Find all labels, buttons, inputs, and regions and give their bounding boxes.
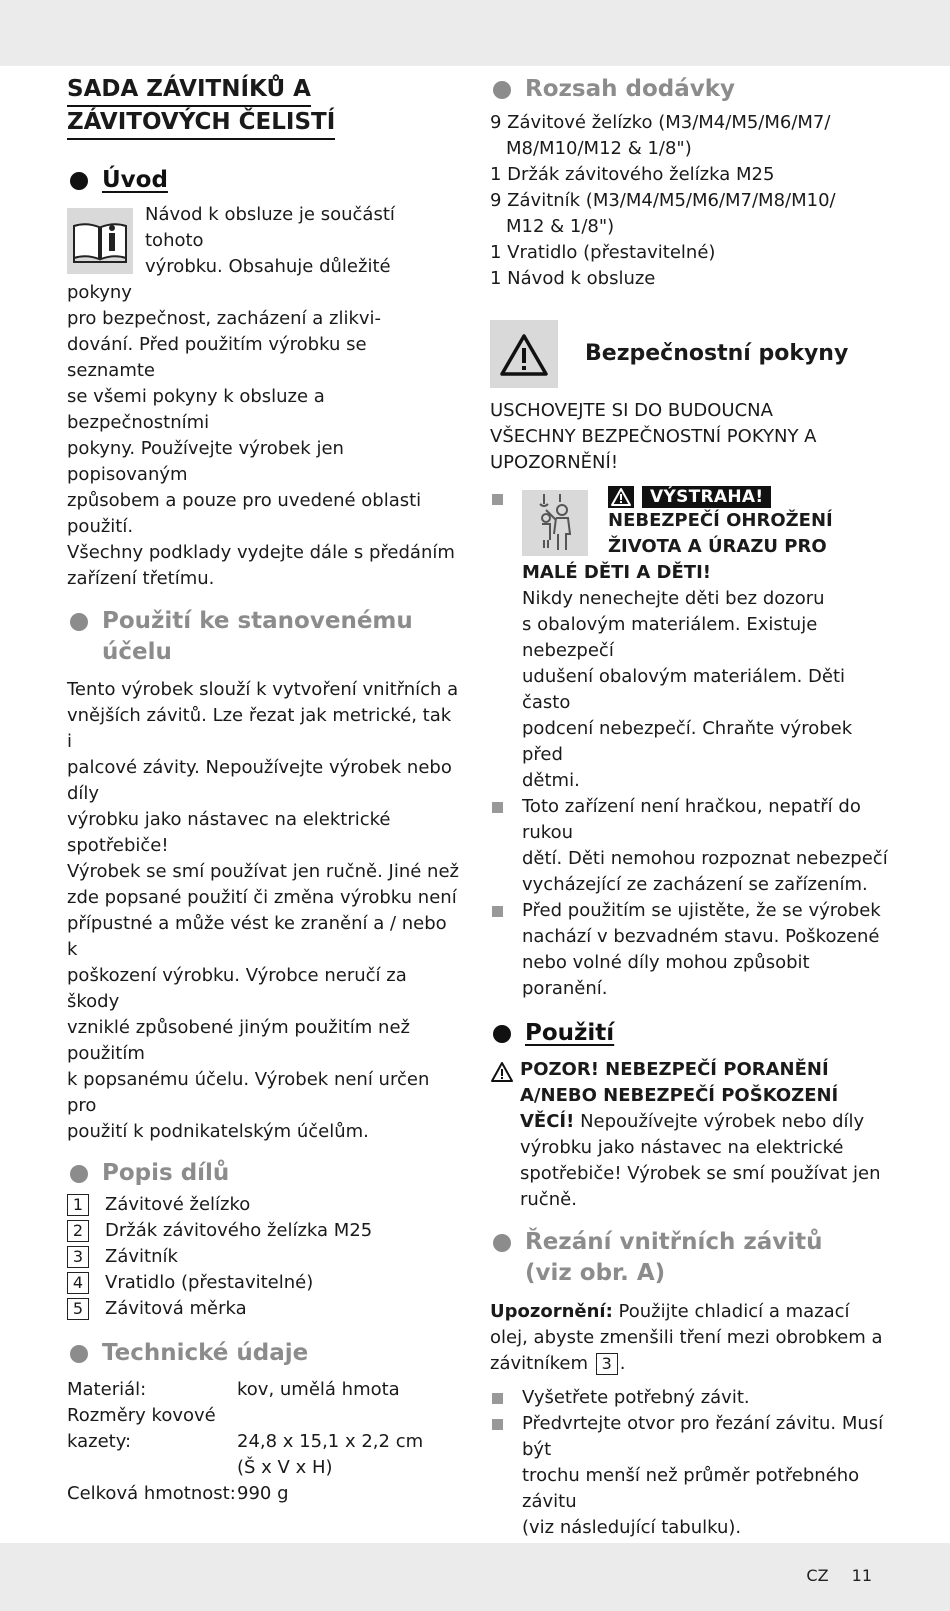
parts-heading-text: Popis dílů bbox=[102, 1160, 230, 1186]
right-column bbox=[490, 74, 890, 1541]
cutting-heading bbox=[490, 1227, 890, 1289]
check-condition-item bbox=[490, 898, 890, 1002]
note-line-1 bbox=[490, 1299, 890, 1325]
tech-row-dims bbox=[67, 1403, 423, 1481]
caution-line-3 bbox=[520, 1109, 880, 1135]
parts-heading bbox=[67, 1158, 459, 1189]
text-line: UPOZORNĚNÍ! bbox=[490, 452, 619, 473]
list-bullet-icon bbox=[492, 1419, 503, 1430]
section-bullet-icon bbox=[70, 1165, 88, 1183]
safety-keep-notice bbox=[490, 398, 890, 476]
intro-heading-text: Úvod bbox=[102, 167, 168, 193]
warning-label bbox=[608, 486, 890, 508]
text-line: USCHOVEJTE SI DO BUDOUCNA bbox=[490, 400, 773, 421]
title-line-1: SADA ZÁVITNÍKŮ A bbox=[67, 74, 311, 107]
safety-heading-text: Bezpečnostní pokyny bbox=[585, 341, 849, 366]
part-number-badge: 5 bbox=[67, 1298, 89, 1320]
text-line: zařízení třetímu. bbox=[67, 568, 215, 589]
caution-rest bbox=[520, 1135, 880, 1213]
text-line: Toto zařízení není hračkou, nepatří do rukou bbox=[522, 796, 861, 843]
usage-heading-text: Použití bbox=[525, 1020, 615, 1046]
text-line: podcení nebezpečí. Chraňte výrobek před bbox=[522, 718, 853, 765]
caution-tail: Nepoužívejte výrobek nebo díly bbox=[574, 1111, 865, 1132]
intro-heading bbox=[67, 165, 459, 196]
page-number: 11 bbox=[851, 1566, 872, 1585]
list-item bbox=[67, 1270, 459, 1296]
text-line: udušení obalovým materiálem. Děti často bbox=[522, 666, 846, 713]
part-label: Závitník bbox=[105, 1246, 178, 1267]
tech-row-material bbox=[67, 1377, 423, 1403]
section-bullet-icon bbox=[70, 613, 88, 631]
text-line: výrobku. Obsahuje důležité pokyny bbox=[67, 256, 391, 303]
text-line: výrobku jako nástavec na elektrické bbox=[520, 1137, 844, 1158]
text-line: přípustné a může vést ke zranění a / nebo k bbox=[67, 913, 447, 960]
text-line: Všechny podklady vydejte dále s předáním bbox=[67, 542, 455, 563]
tech-value: 990 g bbox=[237, 1483, 289, 1504]
warning-label-text: VÝSTRAHA! bbox=[642, 486, 771, 508]
scope-list bbox=[490, 110, 890, 292]
text-line: NEBEZPEČÍ OHROŽENÍ bbox=[608, 510, 833, 531]
list-item-continuation: M8/M10/M12 & 1/8") bbox=[506, 138, 692, 159]
part-label: Závitové želízko bbox=[105, 1194, 251, 1215]
part-label: Vratidlo (přestavitelné) bbox=[105, 1272, 314, 1293]
text-line: Návod k obsluze je součástí tohoto bbox=[145, 204, 395, 251]
text-line: pokyny. Používejte výrobek jen popisovaným bbox=[67, 438, 344, 485]
cutting-heading-line-2: (viz obr. A) bbox=[525, 1260, 666, 1286]
section-bullet-icon bbox=[70, 1345, 88, 1363]
list-item: 1 Držák závitového želízka M25 bbox=[490, 164, 775, 185]
text-line: VŠECHNY BEZPEČNOSTNÍ POKYNY A bbox=[490, 426, 817, 447]
toy-warning-text bbox=[522, 794, 890, 898]
list-item: 9 Závitové želízko (M3/M4/M5/M6/M7/ bbox=[490, 112, 831, 133]
text-line: dování. Před použitím výrobku se seznamte bbox=[67, 334, 367, 381]
text-line: dětmi. bbox=[522, 770, 580, 791]
list-item: 1 Vratidlo (přestavitelné) bbox=[490, 242, 716, 263]
part-number-badge: 3 bbox=[596, 1353, 618, 1375]
tech-table bbox=[67, 1377, 423, 1507]
text-line: způsobem a pouze pro uvedené oblasti použití. bbox=[67, 490, 422, 537]
list-item: 9 Závitník (M3/M4/M5/M6/M7/M8/M10/ bbox=[490, 190, 836, 211]
list-item bbox=[67, 1244, 459, 1270]
text-line: zde popsané použití či změna výrobku není bbox=[67, 887, 457, 908]
caution-bold-line-2: A/NEBO NEBEZPEČÍ POŠKOZENÍ bbox=[520, 1085, 839, 1106]
child-warning-block bbox=[490, 486, 890, 794]
text-line: s obalovým materiálem. Existuje nebezpečí bbox=[522, 614, 818, 661]
usage-heading bbox=[490, 1018, 890, 1049]
intro-block bbox=[67, 202, 459, 592]
tech-value-line-2: (Š x V x H) bbox=[237, 1457, 333, 1478]
intended-use-heading-text bbox=[102, 606, 413, 668]
list-item bbox=[67, 1192, 459, 1218]
note-text-3: závitníkem bbox=[490, 1353, 594, 1374]
text-line: se všemi pokyny k obsluze a bezpečnostními bbox=[67, 386, 325, 433]
intended-use-heading-line-1: Použití ke stanovenému bbox=[102, 608, 413, 634]
text-line: MALÉ DĚTI A DĚTI! bbox=[522, 562, 711, 583]
caution-text bbox=[520, 1057, 880, 1213]
list-bullet-icon bbox=[492, 906, 503, 917]
tech-value-line-1: 24,8 x 15,1 x 2,2 cm bbox=[237, 1431, 424, 1452]
top-band bbox=[0, 0, 950, 66]
list-bullet-icon bbox=[492, 494, 503, 505]
step-2-item bbox=[490, 1411, 890, 1541]
cutting-heading-line-1: Řezání vnitřních závitů bbox=[525, 1229, 823, 1255]
safety-heading bbox=[490, 320, 890, 388]
part-label: Závitová měrka bbox=[105, 1298, 247, 1319]
note-line-3 bbox=[490, 1351, 890, 1377]
text-line: pro bezpečnost, zacházení a zlikvi- bbox=[67, 308, 382, 329]
title-line-2: ZÁVITOVÝCH ČELISTÍ bbox=[67, 107, 335, 140]
text-line: poškození výrobku. Výrobce neručí za škody bbox=[67, 965, 407, 1012]
tech-heading-text: Technické údaje bbox=[102, 1340, 309, 1366]
text-line: dětí. Děti nemohou rozpoznat nebezpečí bbox=[522, 848, 888, 869]
info-book-icon bbox=[67, 208, 133, 274]
tech-key: Materiál: bbox=[67, 1379, 147, 1400]
tech-key: Celková hmotnost: bbox=[67, 1483, 236, 1504]
intended-use-heading bbox=[67, 606, 459, 668]
text-line: Tento výrobek slouží k vytvoření vnitřních a bbox=[67, 679, 459, 700]
intended-use-text bbox=[67, 677, 459, 1145]
text-line: nachází v bezvadném stavu. Poškozené bbox=[522, 926, 880, 947]
text-line: Nikdy nenechejte děti bez dozoru bbox=[522, 588, 825, 609]
text-line: (viz následující tabulku). bbox=[522, 1517, 742, 1538]
caution-block bbox=[490, 1057, 890, 1213]
toy-warning-item bbox=[490, 794, 890, 898]
note-end: . bbox=[619, 1353, 626, 1374]
text-line: Výrobek se smí používat jen ručně. Jiné než bbox=[67, 861, 459, 882]
list-item: 1 Návod k obsluze bbox=[490, 268, 656, 289]
tech-heading bbox=[67, 1338, 459, 1369]
section-bullet-icon bbox=[493, 1025, 511, 1043]
step-2-text bbox=[522, 1411, 890, 1541]
parts-list bbox=[67, 1192, 459, 1322]
tech-key-line-2: kazety: bbox=[67, 1431, 132, 1452]
warning-triangle-icon bbox=[490, 320, 558, 388]
text-line: Předvrtejte otvor pro řezání závitu. Musí být bbox=[522, 1413, 884, 1460]
text-line: použití k podnikatelským účelům. bbox=[67, 1121, 369, 1142]
part-number-badge: 2 bbox=[67, 1220, 89, 1242]
text-line: palcové závity. Nepoužívejte výrobek nebo díly bbox=[67, 757, 452, 804]
child-hazard-icon bbox=[522, 490, 588, 556]
note-text-1: Použijte chladicí a mazací bbox=[612, 1301, 850, 1322]
list-bullet-icon bbox=[492, 802, 503, 813]
list-item-continuation: M12 & 1/8") bbox=[506, 216, 615, 237]
text-line: vzniklé způsobené jiným použitím než použitím bbox=[67, 1017, 410, 1064]
caution-triangle-icon bbox=[490, 1061, 520, 1213]
text-line: výrobku jako nástavec na elektrické spotřebiče! bbox=[67, 809, 391, 856]
check-condition-text bbox=[522, 898, 890, 1002]
text-line: ŽIVOTA A ÚRAZU PRO bbox=[608, 536, 827, 557]
tech-key bbox=[67, 1403, 237, 1481]
footer-language: CZ bbox=[806, 1566, 829, 1585]
caution-bold-line-1: POZOR! NEBEZPEČÍ PORANĚNÍ bbox=[520, 1059, 829, 1080]
tech-value bbox=[237, 1403, 423, 1481]
part-number-badge: 4 bbox=[67, 1272, 89, 1294]
cutting-note bbox=[490, 1299, 890, 1377]
text-line: k popsanému účelu. Výrobek není určen pro bbox=[67, 1069, 430, 1116]
tech-key-line-1: Rozměry kovové bbox=[67, 1405, 216, 1426]
text-line: spotřebiče! Výrobek se smí používat jen bbox=[520, 1163, 881, 1184]
part-number-badge: 3 bbox=[67, 1246, 89, 1268]
document-title bbox=[67, 74, 459, 140]
part-label: Držák závitového želízka M25 bbox=[105, 1220, 373, 1241]
page-footer bbox=[806, 1566, 872, 1586]
list-item bbox=[67, 1296, 459, 1322]
warning-small-icon bbox=[608, 486, 634, 508]
cutting-heading-text bbox=[525, 1227, 823, 1289]
child-warning-text bbox=[522, 586, 890, 794]
note-line-2: olej, abyste zmenšili tření mezi obrobkem a bbox=[490, 1327, 883, 1348]
tech-value: kov, umělá hmota bbox=[237, 1379, 400, 1400]
note-label: Upozornění: bbox=[490, 1301, 613, 1322]
text-line: vycházející ze zacházení se zařízením. bbox=[522, 874, 868, 895]
list-bullet-icon bbox=[492, 1393, 503, 1404]
list-item bbox=[67, 1218, 459, 1244]
text-line: vnějších závitů. Lze řezat jak metrické, tak i bbox=[67, 705, 452, 752]
intended-use-heading-line-2: účelu bbox=[102, 639, 172, 665]
section-bullet-icon bbox=[70, 172, 88, 190]
step-1-text: Vyšetřete potřebný závit. bbox=[522, 1387, 750, 1408]
section-bullet-icon bbox=[493, 1234, 511, 1252]
scope-heading-text: Rozsah dodávky bbox=[525, 76, 736, 102]
text-line: nebo volné díly mohou způsobit poranění. bbox=[522, 952, 810, 999]
section-bullet-icon bbox=[493, 81, 511, 99]
tech-row-weight bbox=[67, 1481, 423, 1507]
left-column bbox=[67, 74, 459, 1507]
text-line: Před použitím se ujistěte, že se výrobek bbox=[522, 900, 881, 921]
text-line: ručně. bbox=[520, 1189, 577, 1210]
part-number-badge: 1 bbox=[67, 1194, 89, 1216]
text-line: trochu menší než průměr potřebného závitu bbox=[522, 1465, 860, 1512]
step-1-item bbox=[490, 1385, 890, 1411]
scope-heading bbox=[490, 74, 890, 105]
caution-bold-line-3: VĚCÍ! bbox=[520, 1111, 575, 1132]
